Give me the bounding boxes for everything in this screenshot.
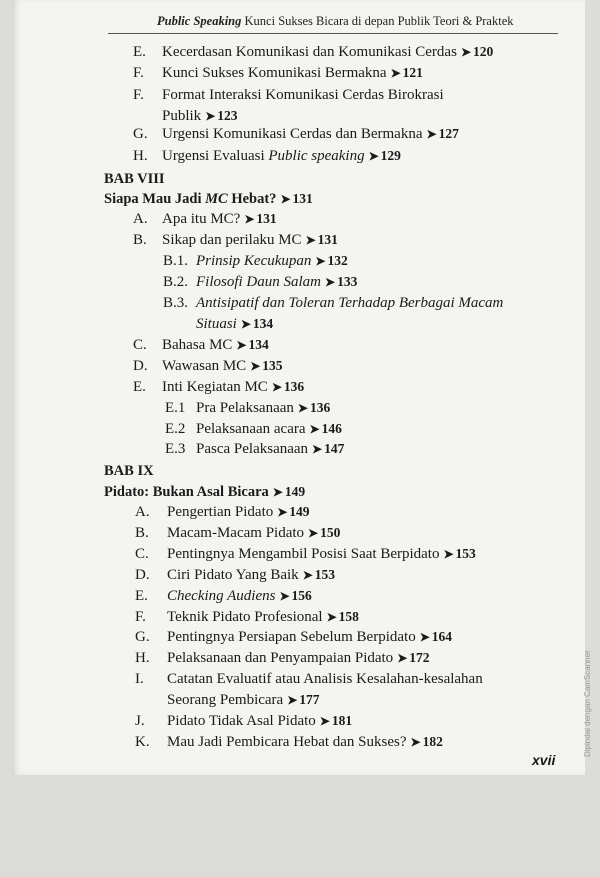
toc-entry — [167, 608, 359, 626]
toc-entry — [167, 628, 452, 646]
toc-entry-text: Bahasa MC — [162, 337, 233, 353]
toc-entry — [162, 125, 459, 143]
chapter-title-italic: MC — [205, 191, 228, 207]
chapter-title — [104, 190, 313, 208]
toc-entry — [196, 420, 342, 438]
toc-entry-italic: Checking Audiens — [167, 588, 276, 604]
toc-entry-letter: A. — [133, 211, 148, 227]
toc-page-number: 156 — [291, 588, 312, 603]
arrow-icon: ➤ — [308, 526, 319, 540]
arrow-icon: ➤ — [205, 109, 216, 123]
chapter-heading: BAB VIII — [104, 171, 165, 187]
toc-entry-text: Pidato Tidak Asal Pidato — [167, 713, 316, 729]
toc-entry-text: Pentingnya Mengambil Posisi Saat Berpidato — [167, 546, 440, 562]
arrow-icon: ➤ — [460, 45, 471, 59]
toc-entry — [167, 524, 340, 542]
arrow-icon: ➤ — [410, 735, 421, 749]
toc-entry-italic: Filosofi Daun Salam — [196, 274, 322, 290]
toc-entry-letter: B. — [133, 232, 147, 248]
toc-entry — [167, 587, 312, 605]
scanner-watermark-text: Dipindai dengan CamScanner — [583, 650, 592, 757]
running-header — [157, 14, 514, 29]
toc-entry-letter: H. — [133, 148, 148, 164]
toc-entry-letter: E.2 — [165, 421, 186, 437]
toc-entry-text: Apa itu MC? — [162, 211, 241, 227]
toc-page-number: 127 — [438, 126, 459, 141]
toc-page-number: 123 — [217, 108, 238, 123]
arrow-icon: ➤ — [244, 212, 255, 226]
toc-entry — [162, 147, 401, 165]
toc-entry-letter: D. — [135, 567, 150, 583]
toc-page-number: 135 — [262, 358, 283, 373]
arrow-icon: ➤ — [287, 693, 298, 707]
toc-entry-letter: K. — [135, 734, 150, 750]
header-title-rest: Kunci Sukses Bicara di depan Publik Teori & Praktek — [241, 14, 514, 28]
toc-entry-letter: C. — [133, 337, 147, 353]
toc-page-number: 129 — [380, 148, 401, 163]
toc-entry-text: Pentingnya Persiapan Sebelum Berpidato — [167, 629, 416, 645]
toc-entry — [162, 64, 423, 82]
toc-entry — [167, 503, 310, 521]
toc-entry-text: Wawasan MC — [162, 358, 247, 374]
toc-entry-text: Pengertian Pidato — [167, 504, 274, 520]
toc-page-number: 133 — [337, 274, 358, 289]
arrow-icon: ➤ — [279, 589, 290, 603]
arrow-icon: ➤ — [390, 66, 401, 80]
chapter-title-text: Siapa Mau Jadi — [104, 191, 206, 207]
toc-page-number: 136 — [283, 379, 305, 394]
toc-entry — [167, 733, 443, 751]
arrow-icon: ➤ — [250, 359, 261, 373]
toc-entry-text: Format Interaksi Komunikasi Cerdas Birokrasi — [162, 87, 444, 103]
toc-entry-italic: Public speaking — [268, 148, 365, 164]
toc-entry — [167, 691, 320, 709]
toc-entry — [162, 107, 238, 125]
toc-page-number: 136 — [309, 400, 331, 415]
toc-entry — [167, 670, 483, 688]
toc-entry-letter: B.2. — [163, 274, 189, 290]
header-rule — [108, 33, 558, 34]
toc-entry-text: Pelaksanaan dan Penyampaian Pidato — [167, 650, 394, 666]
toc-entry-text: Pasca Pelaksanaan — [196, 441, 309, 457]
chapter-title-text: Pidato: Bukan Asal Bicara — [104, 484, 269, 500]
toc-entry — [196, 252, 348, 270]
arrow-icon: ➤ — [368, 149, 379, 163]
arrow-icon: ➤ — [326, 610, 337, 624]
toc-entry-letter: G. — [135, 629, 150, 645]
arrow-icon: ➤ — [315, 254, 326, 268]
toc-page-number: 153 — [455, 546, 476, 561]
toc-entry — [162, 336, 269, 354]
toc-entry-text: Urgensi Evaluasi — [162, 148, 269, 164]
toc-page-number: 181 — [331, 713, 353, 728]
toc-page-number: 131 — [292, 191, 313, 206]
toc-entry-letter: E.3 — [165, 441, 186, 457]
toc-entry-text: Kecerdasan Komunikasi dan Komunikasi Cerdas — [162, 44, 457, 60]
chapter-title — [104, 483, 305, 501]
toc-entry — [196, 294, 503, 312]
toc-entry-text: Mau Jadi Pembicara Hebat dan Sukses? — [167, 734, 407, 750]
toc-entry-letter: F. — [133, 87, 144, 103]
toc-page-number: 121 — [402, 65, 423, 80]
arrow-icon: ➤ — [236, 338, 247, 352]
arrow-icon: ➤ — [319, 714, 330, 728]
toc-entry-letter: E. — [133, 44, 146, 60]
book-page — [12, 0, 585, 775]
toc-entry-text: Publik — [162, 108, 202, 124]
toc-entry — [167, 649, 430, 667]
toc-entry — [162, 86, 444, 104]
toc-entry-text: Urgensi Komunikasi Cerdas dan Bermakna — [162, 126, 423, 142]
toc-entry-letter: J. — [135, 713, 145, 729]
toc-entry — [162, 210, 277, 228]
toc-entry-letter: I. — [135, 671, 144, 687]
toc-entry — [196, 273, 357, 291]
toc-entry-text: Seorang Pembicara — [167, 692, 284, 708]
arrow-icon: ➤ — [443, 547, 454, 561]
toc-page-number: 164 — [431, 629, 453, 644]
toc-entry-letter: B. — [135, 525, 149, 541]
toc-page-number: 172 — [409, 650, 430, 665]
toc-page-number: 153 — [314, 567, 335, 582]
arrow-icon: ➤ — [426, 127, 437, 141]
toc-entry-text: Macam-Macam Pidato — [167, 525, 305, 541]
toc-page-number: 150 — [320, 525, 341, 540]
toc-entry — [167, 545, 476, 563]
toc-entry-letter: C. — [135, 546, 149, 562]
arrow-icon: ➤ — [271, 380, 282, 394]
page-number: xvii — [532, 752, 556, 768]
toc-entry-text: Pelaksanaan acara — [196, 421, 306, 437]
toc-entry-letter: F. — [133, 65, 144, 81]
toc-entry — [162, 231, 338, 249]
toc-page-number: 158 — [338, 609, 359, 624]
toc-page-number: 132 — [327, 253, 348, 268]
toc-page-number: 146 — [321, 421, 342, 436]
arrow-icon: ➤ — [325, 275, 336, 289]
toc-page-number: 182 — [422, 734, 443, 749]
toc-entry — [196, 440, 344, 458]
toc-page-number: 149 — [289, 504, 310, 519]
toc-entry-letter: E.1 — [165, 400, 186, 416]
toc-entry-text: Pra Pelaksanaan — [196, 400, 294, 416]
toc-entry-letter: G. — [133, 126, 148, 142]
arrow-icon: ➤ — [240, 317, 251, 331]
toc-page-number: 131 — [256, 211, 277, 226]
arrow-icon: ➤ — [280, 192, 291, 206]
chapter-title-rest: Hebat? — [227, 191, 277, 207]
toc-entry-letter: E. — [133, 379, 146, 395]
toc-entry-italic: Prinsip Kecukupan — [196, 253, 312, 269]
arrow-icon: ➤ — [305, 233, 316, 247]
toc-entry — [167, 712, 352, 730]
arrow-icon: ➤ — [397, 651, 408, 665]
arrow-icon: ➤ — [272, 485, 283, 499]
toc-entry-letter: A. — [135, 504, 150, 520]
toc-entry-text: Inti Kegiatan MC — [162, 379, 268, 395]
arrow-icon: ➤ — [297, 401, 308, 415]
toc-entry — [167, 566, 335, 584]
toc-entry-letter: F. — [135, 609, 146, 625]
toc-page-number: 149 — [284, 484, 306, 499]
arrow-icon: ➤ — [302, 568, 313, 582]
toc-page-number: 134 — [252, 316, 274, 331]
toc-entry-text: Kunci Sukses Komunikasi Bermakna — [162, 65, 387, 81]
toc-entry — [196, 315, 273, 333]
toc-entry-letter: H. — [135, 650, 150, 666]
scanner-watermark — [583, 650, 595, 877]
header-title-bold: Public Speaking — [157, 14, 242, 28]
toc-page-number: 134 — [248, 337, 269, 352]
toc-page-number: 120 — [473, 44, 494, 59]
toc-entry — [196, 399, 330, 417]
arrow-icon: ➤ — [419, 630, 430, 644]
arrow-icon: ➤ — [277, 505, 288, 519]
toc-entry-text: Sikap dan perilaku MC — [162, 232, 302, 248]
toc-page-number: 177 — [299, 692, 320, 707]
toc-entry — [162, 357, 283, 375]
toc-entry-italic: Antisipatif dan Toleran Terhadap Berbagai Macam — [196, 295, 504, 311]
toc-entry-text: Teknik Pidato Profesional — [167, 609, 323, 625]
toc-entry-letter: B.3. — [163, 295, 189, 311]
toc-page-number: 147 — [324, 441, 345, 456]
toc-entry — [162, 43, 493, 61]
toc-entry-letter: D. — [133, 358, 148, 374]
toc-page-number: 131 — [317, 232, 338, 247]
toc-entry-text: Ciri Pidato Yang Baik — [167, 567, 299, 583]
chapter-heading: BAB IX — [104, 463, 154, 479]
toc-entry-text: Catatan Evaluatif atau Analisis Kesalahan-kesalahan — [167, 671, 483, 687]
arrow-icon: ➤ — [309, 422, 320, 436]
toc-entry-italic: Situasi — [196, 316, 237, 332]
toc-entry — [162, 378, 304, 396]
toc-entry-letter: E. — [135, 588, 148, 604]
arrow-icon: ➤ — [312, 442, 323, 456]
toc-entry-letter: B.1. — [163, 253, 189, 269]
